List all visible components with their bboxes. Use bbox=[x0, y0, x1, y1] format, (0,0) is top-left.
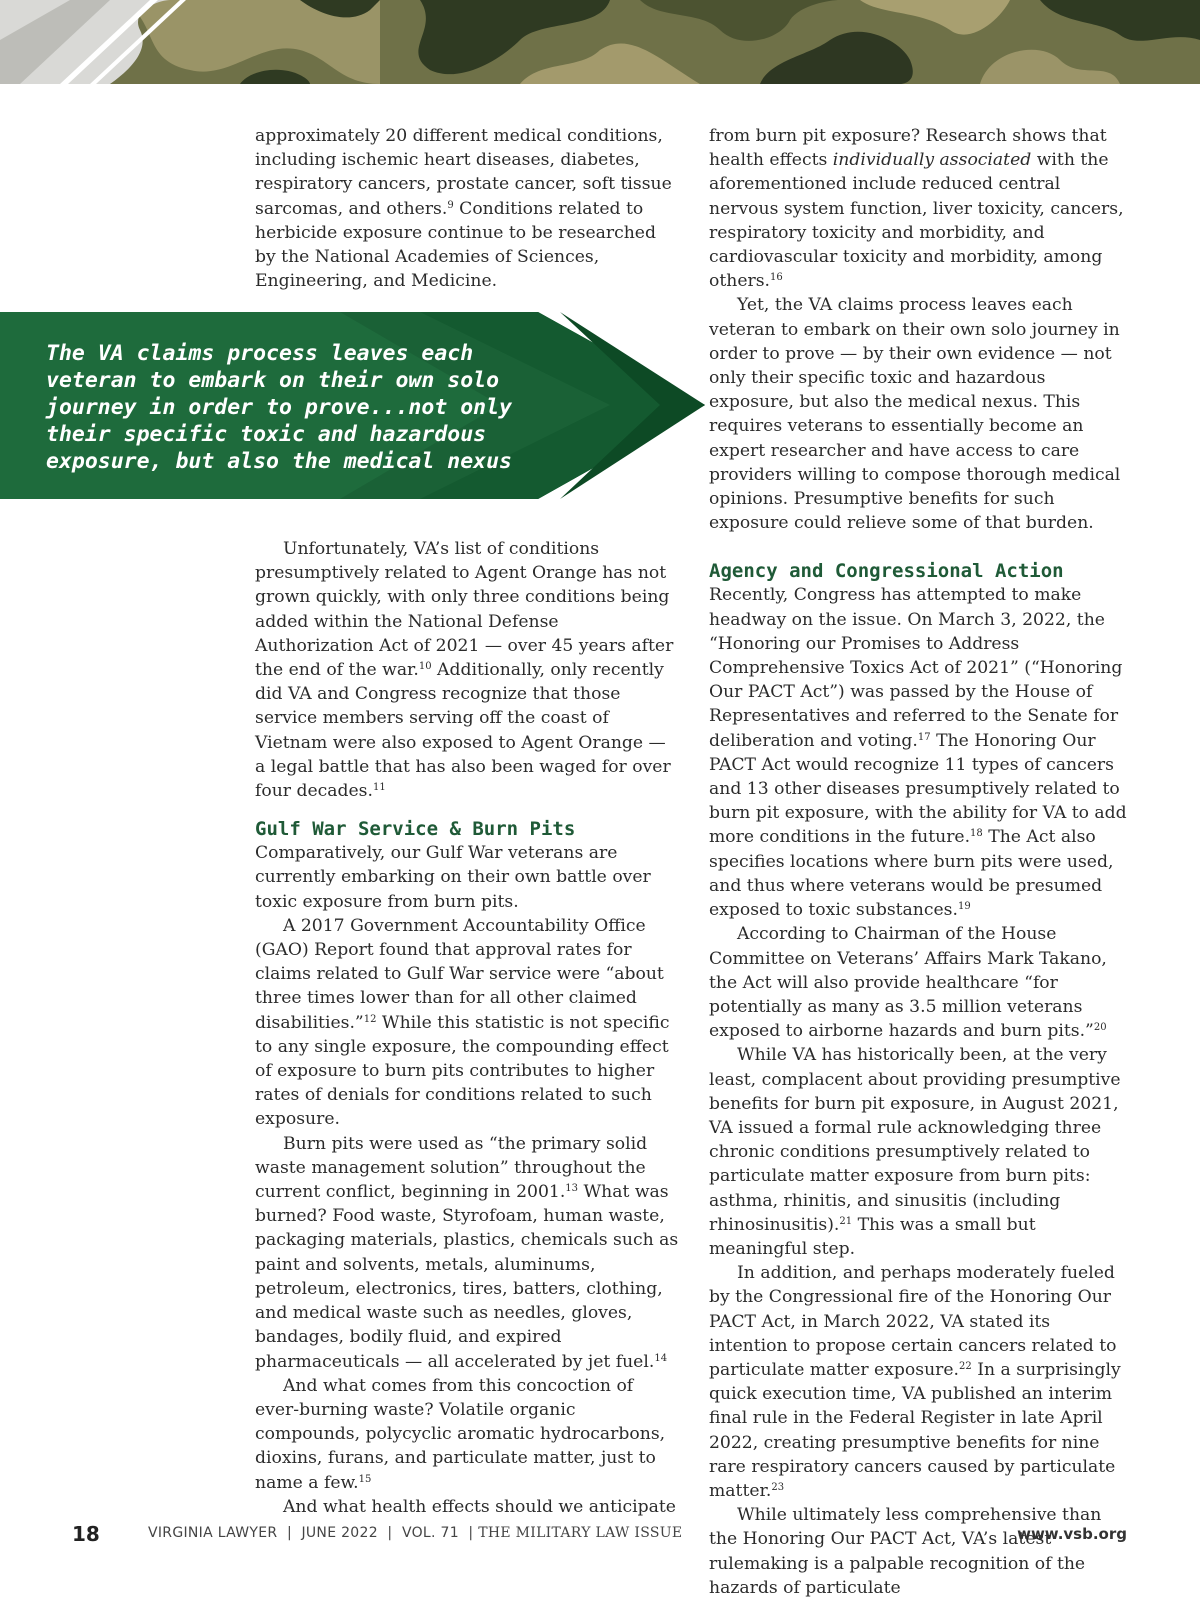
pull-quote bbox=[0, 312, 706, 499]
page-footer bbox=[0, 1522, 1200, 1546]
body-paragraph: approximately 20 different medical conditions, including ischemic heart diseases, diabetes, respiratory cancers, prostate cancer, soft tissue sarcomas, and others.$^9$ Conditions related to herbicide exposure continue to be researched by the National Academies of Sciences, Engineering, and Medicine. bbox=[255, 126, 672, 292]
website-link[interactable]: www.vsb.org bbox=[1017, 1525, 1127, 1543]
section-heading-agency-action: Agency and Congressional Action bbox=[709, 560, 1064, 583]
body-paragraph: According to Chairman of the House Committee on Veterans’ Affairs Mark Takano, the Act will also provide healthcare “for potentially as many as 3.5 million veterans exposed to airborne hazards and burn pits.”$^{20}$ bbox=[709, 924, 1107, 1042]
section-heading-gulf-war: Gulf War Service & Burn Pits bbox=[255, 818, 576, 841]
magazine-info bbox=[148, 1525, 682, 1541]
body-paragraph: A 2017 Government Accountability Office (GAO) Report found that approval rates for claims related to Gulf War service were “about three times lower than for all other claimed disabilities.”$^{12}$ While this statistic is not specific to any single exposure, the compounding effect of exposure to burn pits contributes to higher rates of denials for conditions related to such exposure. bbox=[255, 915, 670, 1130]
body-paragraph: Yet, the VA claims process leaves each veteran to embark on their own solo journey in order to prove — by their own evidence — not only their specific toxic and hazardous exposure, but also the medical nexus. This requires veterans to essentially become an expert researcher and have access to care providers willing to compose thorough medical opinions. Presumptive benefits for such exposure could relieve some of that burden. bbox=[709, 295, 1121, 534]
body-paragraph: And what comes from this concoction of ever-burning waste? Volatile organic compounds, polycyclic aromatic hydrocarbons, dioxins, furans, and particulate matter, just to name a few.$^{15}$ bbox=[255, 1375, 666, 1493]
pull-quote-text: The VA claims process leaves each veteran to embark on their own solo journey in order to prove...not only their specific toxic and hazardous exposure, but also the medical nexus bbox=[46, 341, 512, 474]
camouflage-pattern bbox=[0, 0, 1200, 84]
body-paragraph: Comparatively, our Gulf War veterans are currently embarking on their own battle over toxic exposure from burn pits. bbox=[255, 843, 651, 912]
body-paragraph: Burn pits were used as “the primary solid waste management solution” throughout the current conflict, beginning in 2001.13 What was burned? Food waste, Styrofoam, human waste, packaging materials, plastics, chemicals such as paint and solvents, metals, aluminums, petroleum, electronics, tires, batters, clothing, and medical waste such as needles, gloves, bandages, bodily fluid, and expired pharmaceuticals — all accelerated by jet fuel.$^{14}$ bbox=[255, 1133, 679, 1372]
body-paragraph: Unfortunately, VA’s list of conditions presumptively related to Agent Orange has not grown quickly, with only three conditions being added within the National Defense Authorization Act of 2021 — over 45 years after the end of the war.$^{10}$ Additionally, only recently did VA and Congress recognize that those service members serving off the coast of Vietnam were also exposed to Agent Orange — a legal battle that has also been waged for over four decades.$^{11}$ bbox=[255, 539, 674, 802]
body-paragraph: Recently, Congress has attempted to make headway on the issue. On March 3, 2022, the “Honoring our Promises to Address Comprehensive Toxics Act of 2021” (“Honoring Our PACT Act”) was passed by the House of Representatives and referred to the Senate for deliberation and voting.$^{17}$ The Honoring Our PACT Act would recognize 11 types of cancers and 13 other diseases presumptively related to burn pit exposure, with the ability for VA to add more conditions in the future.$^{18}$ The Act also specifies locations where burn pits were used, and thus where veterans would be presumed exposed to toxic substances.$^{19}$ bbox=[709, 585, 1127, 921]
right-column bbox=[709, 124, 1133, 1600]
left-column-top bbox=[255, 124, 679, 293]
magazine-title: VIRGINIA LAWYER | JUNE 2022 | VOL. 71 | bbox=[148, 1525, 474, 1541]
body-paragraph: from burn pit exposure? Research shows that health effects individually associated with the aforementioned include reduced central nervous system function, liver toxicity, cancers, respiratory toxicity and morbidity, and cardiovascular toxicity and morbidity, among others.$^{16}$ bbox=[709, 126, 1124, 292]
issue-title: THE MILITARY LAW ISSUE bbox=[473, 1525, 683, 1541]
body-paragraph: And what health effects should we anticipate bbox=[283, 1496, 676, 1517]
body-paragraph: In addition, and perhaps moderately fueled by the Congressional fire of the Honoring Our PACT Act, in March 2022, VA stated its intention to propose certain cancers related to particulate matter exposure.$^{22}$ In a surprisingly quick execution time, VA published an interim final rule in the Federal Register in late April 2022, creating presumptive benefits for nine rare respiratory cancers caused by particulate matter.$^{23}$ bbox=[709, 1263, 1121, 1501]
camo-header-banner bbox=[0, 0, 1200, 84]
body-paragraph: While VA has historically been, at the very least, complacent about providing presumptive benefits for burn pit exposure, in August 2021, VA issued a formal rule acknowledging three chronic conditions presumptively related to particulate matter exposure from burn pits: asthma, rhinitis, and sinusitis (including rhinosinusitis).$^{21}$ This was a small but meaningful step. bbox=[709, 1045, 1121, 1259]
page-number: 18 bbox=[72, 1522, 100, 1546]
body-paragraph: While ultimately less comprehensive than the Honoring Our PACT Act, VA’s latest rulemaking is a palpable recognition of the hazards of particulate bbox=[709, 1505, 1102, 1598]
left-column-bottom bbox=[255, 537, 679, 1519]
